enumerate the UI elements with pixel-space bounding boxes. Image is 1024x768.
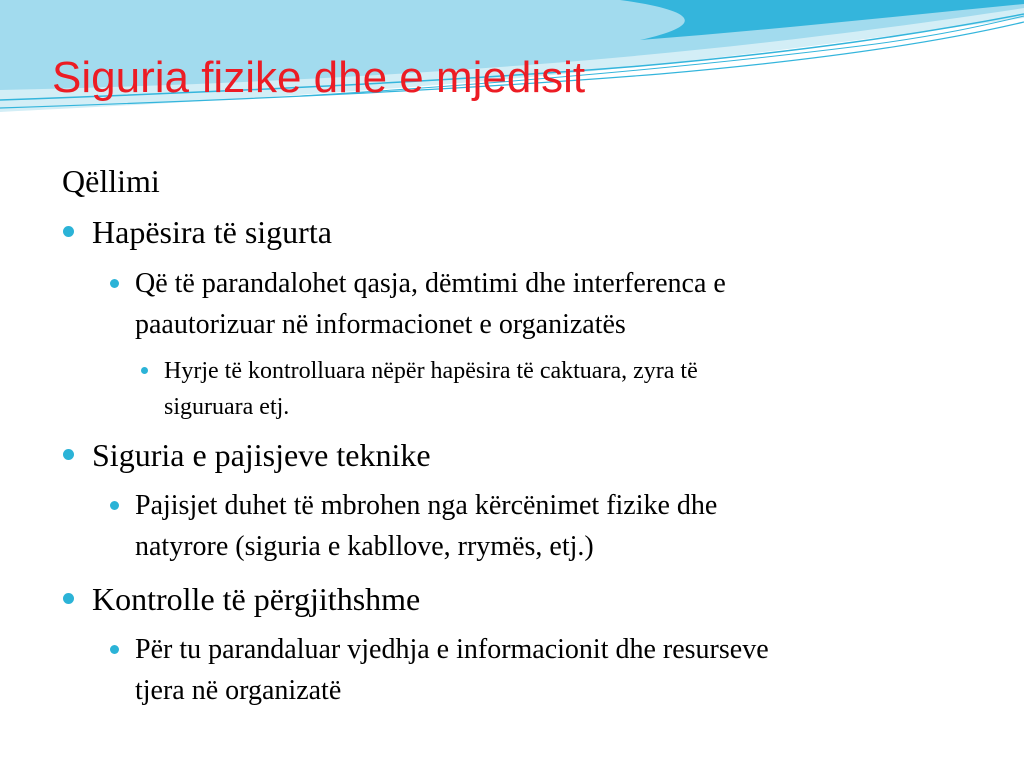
section-1-sub-line-1: Që të parandalohet qasja, dëmtimi dhe interferenca e — [135, 268, 726, 299]
section-2-sub-line-2: natyrore (siguria e kabllove, rrymës, etj.) — [135, 531, 594, 562]
body-heading: Qëllimi — [62, 163, 160, 199]
bullet-icon — [63, 449, 74, 460]
section-3-label: Kontrolle të përgjithshme — [92, 581, 421, 617]
bullet-icon — [110, 501, 119, 510]
section-1-detail-line-1: Hyrje të kontrolluara nëpër hapësira të caktuara, zyra të — [164, 358, 698, 384]
section-1-detail-line-2: siguruara etj. — [164, 394, 290, 420]
bullet-icon — [110, 645, 119, 654]
bullet-icon — [141, 367, 148, 374]
section-2-sub-line-1: Pajisjet duhet të mbrohen nga kërcënimet fizike dhe — [135, 490, 718, 521]
bullet-icon — [110, 279, 119, 288]
section-1-sub-line-2: paautorizuar në informacionet e organizatës — [135, 309, 626, 340]
bullet-icon — [63, 226, 74, 237]
slide-title: Siguria fizike dhe e mjedisit — [52, 53, 586, 102]
section-1-label: Hapësira të sigurta — [92, 214, 332, 250]
bullet-icon — [63, 593, 74, 604]
section-3-sub-line-2: tjera në organizatë — [135, 675, 342, 706]
section-3-sub-line-1: Për tu parandaluar vjedhja e informacionit dhe resurseve — [135, 634, 769, 665]
section-2-label: Siguria e pajisjeve teknike — [92, 437, 431, 473]
